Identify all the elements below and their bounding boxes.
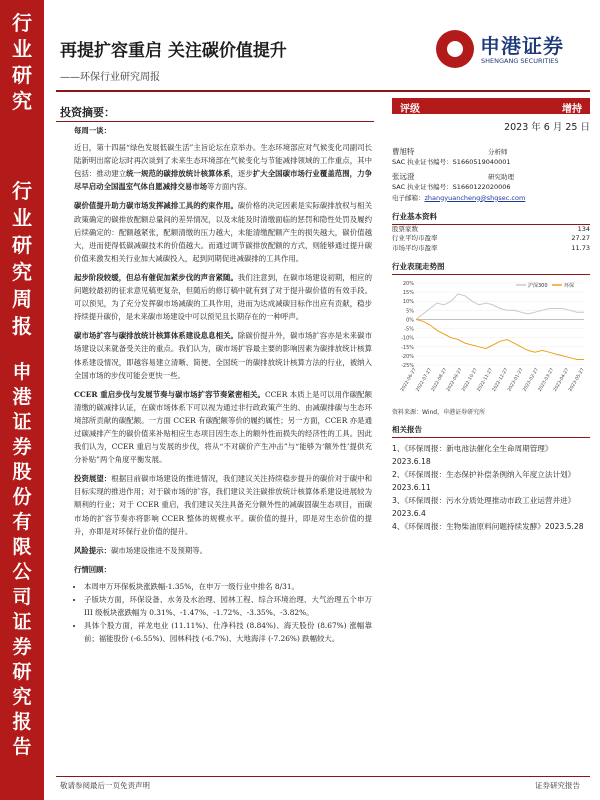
- rating-bar: [392, 98, 590, 114]
- text-bold: 统一规范的碳排放统计核算体系: [126, 169, 231, 179]
- x-tick-label: 2022-10-27: [461, 367, 479, 393]
- basic-info-title: 行业基本资料: [392, 211, 590, 225]
- sidebar-char: 业: [12, 37, 32, 61]
- text: 除碳价提升外，碳市场扩容亦是未来碳市场建设以来就备受关注的重点。我们认为，碳市场扩容最主要的影响因素为碳排放统计核算体系建设情况，即越容易建立清晰、简便、全国统一的碳排放统计核算方法的行业，被纳入全国市场的步伐可能会更快一些。: [74, 331, 372, 380]
- sidebar-char: 申: [12, 361, 32, 383]
- related-report-item[interactable]: 3、《环保周报：污水分质处理推动市政工业运营并进》2023.6.4: [392, 496, 576, 519]
- text-bold: 扩大全国碳市场行业覆盖范围，力争尽早启动全国温室气体自愿减排交易市场: [74, 169, 372, 192]
- y-tick-label: -25%: [401, 363, 414, 370]
- sidebar-char: 份: [12, 486, 32, 508]
- row-value: 11.73: [571, 243, 590, 252]
- y-tick-label: 5%: [406, 308, 414, 315]
- sidebar-char: 证: [12, 411, 32, 433]
- table-row: [392, 244, 590, 253]
- sidebar-char: 公: [12, 561, 32, 583]
- text: CCER 本质上是可以用作碳配额清缴的碳减排认证，在碳市场体系下可以视为通过非行政政策产生的、由减碳排碳与生态环境部所贡献的碳配额。一方面 CCER 有碳配额等价的履约属性；另一方面，CCER 亦是通过碳减排产生的碳价值来补贴相应生态项目因生态上的额外性而损失的经济性的工具。因此我们认为，CCER 重启与发展的步伐，将从“不对碳价产生冲击”与“能够为‘额外性’提供充分补贴”两个角度平衡发展。: [74, 389, 372, 465]
- sidebar-char: 究: [12, 260, 32, 284]
- legend-label: 环保: [564, 283, 575, 290]
- sidebar-char: 行: [12, 179, 32, 203]
- y-tick-label: 0%: [406, 317, 414, 324]
- summary-body: [74, 124, 372, 645]
- y-tick-label: 10%: [402, 299, 414, 306]
- related-reports: [392, 442, 590, 533]
- sidebar-char: 股: [12, 461, 32, 483]
- page-title: 再提扩容重启 关注碳价值提升: [60, 41, 287, 61]
- text: 等方面内容。: [207, 182, 252, 192]
- report-date: 2023 年 6 月 25 日: [504, 122, 590, 133]
- related-report-item[interactable]: 2、《环保周报：生态保护补偿条例纳入年度立法计划》2023.6.11: [392, 470, 576, 493]
- y-tick-label: -10%: [401, 335, 414, 342]
- y-tick-label: 15%: [402, 290, 414, 297]
- week-label: 每周一谈：: [74, 126, 111, 135]
- row-key: 行业平均市盈率: [392, 234, 438, 243]
- analyst-name: 曹旭特: [392, 147, 415, 156]
- rating-value: 增持: [562, 104, 582, 115]
- footer-divider: [56, 776, 590, 777]
- x-tick-label: 2023-04-27: [553, 367, 571, 393]
- x-tick-label: 2022-09-27: [446, 367, 464, 393]
- sidebar-char: 研: [12, 63, 32, 87]
- sidebar-top-label: [0, 10, 44, 114]
- x-tick-label: 2022-07-27: [415, 367, 434, 393]
- summary-heading: 投资摘要：: [60, 106, 115, 119]
- text: 近日，第十四届“绿色发展低碳生活”主旨论坛在京举办。生态环境部应对气候变化司副司长陆新明出席论坛时再次谈到了未来生态环境部在气候变化与节能减排领域的工作重点，其中包括：推动建立: [74, 143, 372, 179]
- sidebar-char: 券: [12, 636, 32, 658]
- x-tick-label: 2023-05-27: [568, 367, 586, 393]
- paragraph-early-stage: [74, 271, 372, 323]
- text-bold: 碳价值提升助力碳市场发挥减排工具的约束作用。: [74, 201, 238, 211]
- row-value: 134: [577, 225, 590, 234]
- text: 根据目前碳市场建设的推进情况，我们建议关注持续稳步提升的碳价对于碳中和目标实现的推进作用；对于碳市场的扩容，我们建议关注碳排放统计核算体系建设进展较为顺利的行业；对于 CCER 重启，我们建议关注具备充分额外性的减碳固碳生态项目，而碳市场的扩容节奏亦将影响 CCER 整体的规模水平。碳价值的提升，即是对生态价值的提升，亦即是对环保行业价值的提升。: [74, 474, 372, 536]
- sidebar-char: 证: [12, 611, 32, 633]
- x-tick-label: 2023-02-27: [522, 367, 540, 393]
- text-bold: 碳市场扩容与碳排放统计核算体系建设息息相关。: [74, 331, 238, 341]
- sidebar-char: 究: [12, 686, 32, 708]
- trend-chart: [392, 277, 590, 405]
- y-tick-label: 20%: [402, 281, 414, 288]
- summary-divider: [56, 121, 374, 122]
- analyst-2: [392, 172, 590, 203]
- footer-label: 证券研究报告: [535, 781, 580, 790]
- paragraph-ccer: [74, 388, 372, 467]
- sidebar-char: 司: [12, 586, 32, 608]
- x-tick-label: 2022-08-27: [430, 367, 449, 393]
- right-column: [392, 98, 590, 533]
- sidebar-char: 限: [12, 536, 32, 558]
- email-label: 电子邮箱：: [392, 193, 425, 202]
- sidebar-char: 周: [12, 287, 32, 311]
- row-value: 27.27: [571, 234, 590, 243]
- trend-chart-svg: [392, 277, 590, 405]
- analyst-1: [392, 147, 590, 168]
- table-row: [392, 234, 590, 243]
- paragraph-intro: [74, 141, 372, 193]
- rating-label: 评级: [400, 104, 420, 115]
- text-bold: 起步阶段较缓，但总有催促加紧步伐的声音紧随。: [74, 272, 238, 282]
- logo-text-cn: 申港证券: [480, 34, 564, 58]
- sidebar-char: 港: [12, 386, 32, 408]
- text: 碳市场建设推进不及预期等。: [110, 545, 208, 555]
- list-item: • 子版块方面，环保设备、水务及水治理、园林工程、综合环境治理、大气治理五个申万 III 级板块涨跌幅为 0.31%、-1.47%、-1.72%、-3.35%、-3.82%。: [84, 593, 372, 619]
- text-bold: CCER 重启步伐与发展节奏与碳市场扩容节奏紧密相关。: [74, 389, 265, 399]
- trend-chart-title: 行业表现走势图: [392, 261, 590, 275]
- sidebar-char: 业: [12, 206, 32, 230]
- y-tick-label: -15%: [401, 345, 414, 352]
- row-key: 市场平均市盈率: [392, 243, 438, 252]
- paragraph-carbon-value: [74, 199, 372, 264]
- basic-info-table: [392, 225, 590, 253]
- page-subtitle: ——环保行业研究周报: [60, 72, 160, 83]
- list-item: • 本周申万环保板块涨跌幅-1.35%，在申万一级行业中排名 8/31。: [84, 580, 372, 593]
- list-item: • 具体个股方面，祥龙电业 (11.11%)、仕净科技 (8.84%)、海天股份 (8.67%) 涨幅靠前；福能股份 (-6.55%)、园林科技 (-6.7%)、大地海洋 (-7.26%) 跌幅较大。: [84, 619, 372, 645]
- analyst-email-link[interactable]: zhangyuancheng@shgsec.com: [424, 193, 526, 202]
- series-line-0: [416, 294, 584, 320]
- paragraph-outlook: [74, 472, 372, 537]
- x-tick-label: 2022-12-27: [491, 367, 510, 393]
- row-key: 股票家数: [392, 225, 418, 234]
- sidebar-char: 有: [12, 511, 32, 533]
- sidebar-char: 报: [12, 711, 32, 733]
- related-report-item[interactable]: 1、《环保周报：新电池法催化全生命周期管理》2023.6.18: [392, 444, 553, 467]
- paragraph-expansion: [74, 329, 372, 381]
- analyst-cert: SAC 执业证书编号：S1660122020006: [392, 183, 511, 192]
- legend-label: 沪深300: [528, 283, 548, 290]
- sidebar-char: 究: [12, 89, 32, 113]
- market-heading: 行情回顾：: [74, 564, 111, 574]
- text: 碳价格的决定因素是实际碳排放权与相关政策确定的碳排放配额总量间的差异情况，以及未能及时清缴面临的惩罚和隐性处罚及履约后续确定的：配额越紧张，配额清缴的压力越大，未能清缴配额产生的损失越大，碳价值越大，进而使得低碳减碳技术的价值越大。而通过调节碳排放配额的方式，则能够通过提升碳价值来激发相关行业加大减碳投入，起到同期促进减碳排的工具作用。: [74, 201, 372, 263]
- text: 我们注意到，在碳市场建设初期，相应的问题较最初的征求意见稿更复杂，但随后的修订稿中就有到了对于提升碳价值的有效手段。可以预见，为了充分发挥碳市场减碳的工具作用，进而为达成减碳目标作出应有贡献，稳步持续提升碳价，是未来碳市场建设中可以预见且长期存在的一种呼声。: [74, 272, 372, 322]
- analyst-role: 分析师: [488, 148, 508, 156]
- sidebar-char: 告: [12, 736, 32, 758]
- header-divider: [56, 90, 590, 92]
- sidebar-char: 券: [12, 436, 32, 458]
- chart-source: 资料来源：Wind，申港证券研究所: [392, 409, 486, 417]
- market-bullets: [74, 580, 372, 645]
- sidebar-middle-label: [0, 178, 44, 340]
- sidebar-char: 研: [12, 233, 32, 257]
- related-reports-title: 相关报告: [392, 424, 590, 438]
- y-tick-label: -5%: [404, 326, 414, 333]
- sidebar-bottom-label: [0, 360, 44, 760]
- sidebar-char: 报: [12, 314, 32, 338]
- x-tick-label: 2022-11-27: [476, 367, 495, 393]
- logo-mark-icon: [436, 30, 474, 68]
- logo-text-en: SHENGANG SECURITIES: [481, 57, 559, 65]
- sidebar: [0, 0, 44, 800]
- sidebar-char: 行: [12, 11, 32, 35]
- y-tick-label: -20%: [401, 354, 414, 361]
- x-tick-label: 2022-06-27: [400, 367, 418, 393]
- analyst-name: 张远澄: [392, 171, 415, 181]
- company-logo: [436, 28, 586, 72]
- sidebar-char: 研: [12, 661, 32, 683]
- text-bold: 风险提示：: [74, 545, 111, 555]
- analyst-role: 研究助理: [488, 172, 514, 181]
- analyst-cert: SAC 执业证书编号：S1660519040001: [392, 158, 511, 167]
- x-tick-label: 2023-03-27: [537, 367, 556, 393]
- footer-disclaimer: 敬请参阅最后一页免责声明: [60, 781, 150, 790]
- related-report-item[interactable]: 4、《环保周报：生物柴油原料问题持续发酵》2023.5.28: [392, 522, 584, 532]
- text: ，逐步: [230, 169, 253, 179]
- text-bold: 投资展望：: [74, 474, 112, 484]
- x-tick-label: 2023-01-27: [507, 367, 525, 393]
- series-line-1: [416, 320, 584, 360]
- paragraph-risk: [74, 544, 372, 557]
